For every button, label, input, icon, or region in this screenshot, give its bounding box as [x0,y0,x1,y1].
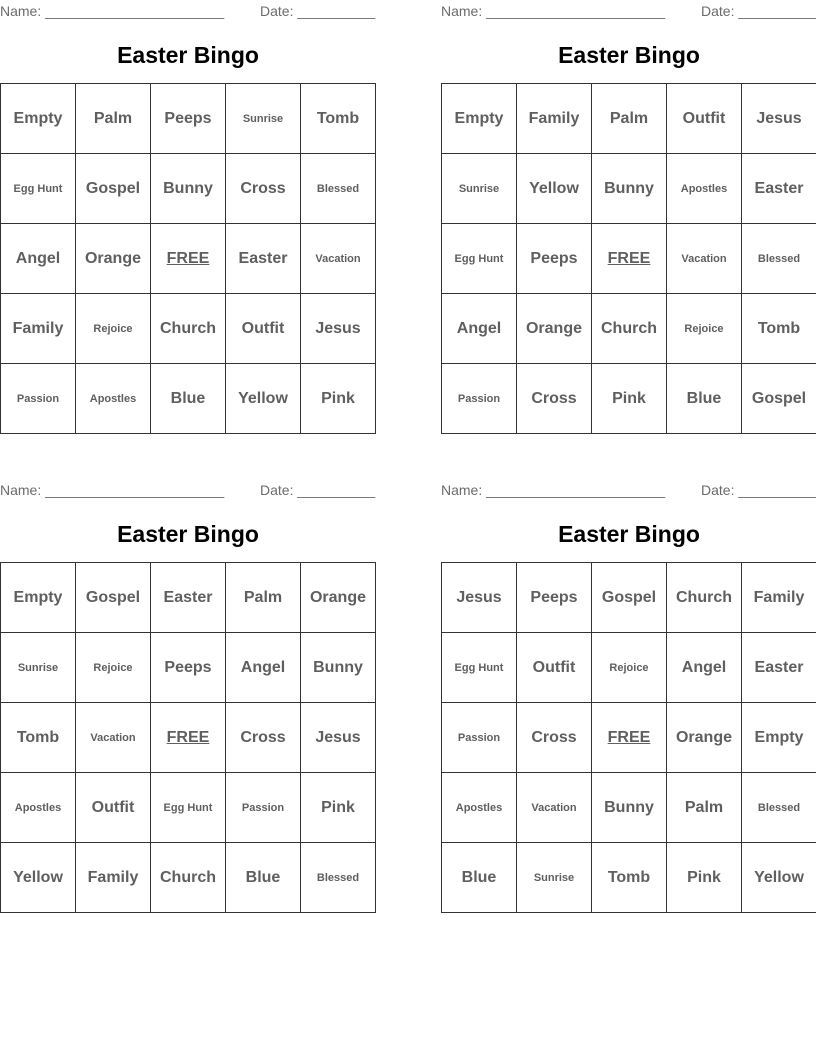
bingo-cell: Peeps [151,84,226,154]
bingo-cell: Blessed [301,843,376,913]
bingo-cell: Bunny [592,773,667,843]
bingo-cell: Egg Hunt [442,224,517,294]
name-line: Name: _______________________ [0,3,225,19]
card-header [441,479,816,501]
bingo-cell: Angel [442,294,517,364]
bingo-cell: Sunrise [517,843,592,913]
bingo-cell: Outfit [76,773,151,843]
bingo-cell: Sunrise [226,84,301,154]
bingo-cell: Palm [76,84,151,154]
bingo-row [442,843,816,913]
bingo-cell: Jesus [442,563,517,633]
bingo-cell: Passion [442,364,517,434]
bingo-cell: Church [592,294,667,364]
bingo-cell: Blue [226,843,301,913]
bingo-cell: Palm [667,773,742,843]
bingo-cell: Palm [592,84,667,154]
bingo-cell: Peeps [517,224,592,294]
bingo-cell: Apostles [442,773,517,843]
bingo-cell: Bunny [151,154,226,224]
card-header [0,0,376,22]
bingo-cell: Easter [742,633,816,703]
bingo-cell: Tomb [742,294,816,364]
bingo-cell: Rejoice [76,294,151,364]
bingo-cell: Passion [442,703,517,773]
bingo-cell: Empty [742,703,816,773]
bingo-cell: Family [517,84,592,154]
bingo-grid [0,83,376,434]
bingo-cell: Vacation [667,224,742,294]
bingo-cell: Vacation [301,224,376,294]
bingo-cell: Orange [76,224,151,294]
bingo-cell: Sunrise [442,154,517,224]
bingo-cell: Blessed [742,224,816,294]
bingo-cell: Church [151,294,226,364]
bingo-row [1,224,376,294]
bingo-cell: Cross [226,154,301,224]
card-title: Easter Bingo [117,521,259,547]
bingo-cell: Yellow [742,843,816,913]
bingo-cell: Church [151,843,226,913]
bingo-cell: Gospel [742,364,816,434]
bingo-cell: Gospel [592,563,667,633]
name-line: Name: _______________________ [441,482,666,498]
bingo-cell: Tomb [592,843,667,913]
bingo-row [442,633,816,703]
bingo-cell: Tomb [1,703,76,773]
card-header [441,0,816,22]
bingo-cell: Blue [667,364,742,434]
bingo-cell: Palm [226,563,301,633]
bingo-cell: Bunny [301,633,376,703]
bingo-cell: Blue [151,364,226,434]
bingo-row [442,563,816,633]
free-space: FREE [592,703,667,773]
bingo-row [1,703,376,773]
bingo-cell: Empty [1,563,76,633]
name-line: Name: _______________________ [0,482,225,498]
bingo-cell: Blessed [742,773,816,843]
bingo-cell: Egg Hunt [151,773,226,843]
bingo-cell: Gospel [76,563,151,633]
bingo-grid [0,562,376,913]
bingo-cell: Vacation [517,773,592,843]
bingo-cell: Peeps [151,633,226,703]
card-title: Easter Bingo [558,42,700,68]
bingo-cell: Easter [226,224,301,294]
bingo-cell: Orange [301,563,376,633]
name-line: Name: _______________________ [441,3,666,19]
bingo-cell: Pink [301,773,376,843]
bingo-row [1,773,376,843]
bingo-cell: Easter [742,154,816,224]
bingo-cell: Jesus [301,294,376,364]
bingo-row [442,364,816,434]
bingo-cell: Rejoice [667,294,742,364]
bingo-cell: Vacation [76,703,151,773]
bingo-cell: Cross [517,703,592,773]
bingo-cell: Angel [226,633,301,703]
date-line: Date: __________ [260,3,376,19]
bingo-cell: Jesus [742,84,816,154]
card-title: Easter Bingo [117,42,259,68]
bingo-row [442,294,816,364]
bingo-row [1,364,376,434]
bingo-row [1,154,376,224]
bingo-cell: Blue [442,843,517,913]
bingo-cell: Cross [226,703,301,773]
bingo-cell: Passion [226,773,301,843]
card-header [0,479,376,501]
bingo-cell: Apostles [667,154,742,224]
bingo-cell: Apostles [76,364,151,434]
bingo-row [442,773,816,843]
bingo-cell: Jesus [301,703,376,773]
bingo-cell: Family [76,843,151,913]
bingo-cell: Tomb [301,84,376,154]
date-line: Date: __________ [701,482,816,498]
bingo-grid [441,562,816,913]
bingo-cell: Peeps [517,563,592,633]
bingo-cell: Empty [1,84,76,154]
bingo-cell: Yellow [517,154,592,224]
bingo-cell: Pink [592,364,667,434]
bingo-cell: Outfit [226,294,301,364]
bingo-cell: Orange [517,294,592,364]
free-space: FREE [592,224,667,294]
bingo-row [1,843,376,913]
bingo-cell: Angel [667,633,742,703]
bingo-row [1,84,376,154]
bingo-grid [441,83,816,434]
bingo-row [1,294,376,364]
bingo-row [1,563,376,633]
bingo-cell: Passion [1,364,76,434]
free-space: FREE [151,224,226,294]
bingo-cell: Rejoice [76,633,151,703]
bingo-cell: Blessed [301,154,376,224]
bingo-cell: Outfit [667,84,742,154]
bingo-cell: Bunny [592,154,667,224]
bingo-cell: Rejoice [592,633,667,703]
bingo-cell: Church [667,563,742,633]
bingo-row [442,84,816,154]
bingo-cell: Family [742,563,816,633]
bingo-cell: Yellow [226,364,301,434]
free-space: FREE [151,703,226,773]
bingo-cell: Pink [667,843,742,913]
bingo-cell: Orange [667,703,742,773]
bingo-row [1,633,376,703]
bingo-row [442,703,816,773]
bingo-cell: Apostles [1,773,76,843]
bingo-cell: Sunrise [1,633,76,703]
bingo-cell: Angel [1,224,76,294]
bingo-cell: Gospel [76,154,151,224]
card-title: Easter Bingo [558,521,700,547]
bingo-cell: Empty [442,84,517,154]
bingo-cell: Cross [517,364,592,434]
bingo-cell: Yellow [1,843,76,913]
bingo-cell: Outfit [517,633,592,703]
bingo-row [442,224,816,294]
date-line: Date: __________ [260,482,376,498]
bingo-cell: Egg Hunt [1,154,76,224]
bingo-cell: Pink [301,364,376,434]
bingo-row [442,154,816,224]
bingo-cell: Easter [151,563,226,633]
date-line: Date: __________ [701,3,816,19]
bingo-cell: Egg Hunt [442,633,517,703]
bingo-cell: Family [1,294,76,364]
